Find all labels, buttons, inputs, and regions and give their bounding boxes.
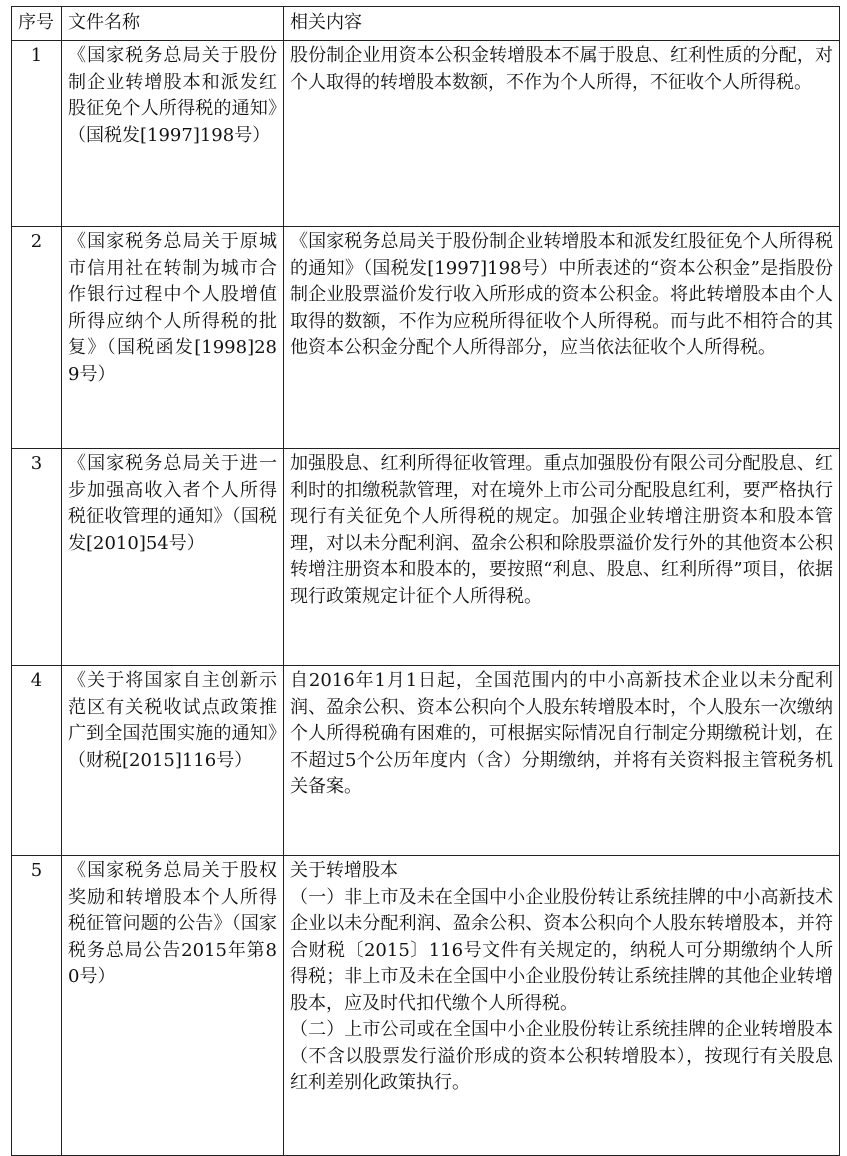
document-name: 《国家税务总局关于进一步加强高收入者个人所得税征收管理的通知》（国税发[2010]54号） — [62, 449, 284, 666]
table-row — [12, 449, 840, 666]
document-name: 《国家税务总局关于股份制企业转增股本和派发红股征免个人所得税的通知》（国税发[1997]198号） — [62, 41, 284, 227]
related-content — [284, 41, 840, 227]
header-name: 文件名称 — [62, 7, 284, 41]
content-paragraph: （一）非上市及未在全国中小企业股份转让系统挂牌的中小高新技术企业以未分配利润、盈余公积、资本公积向个人股东转增股本，并符合财税〔2015〕116号文件有关规定的，纳税人可分期缴纳个人所得税；非上市及未在全国中小企业股份转让系统挂牌的其他企业转增股本，应及时代扣代缴个人所得税。 — [290, 886, 833, 1014]
row-number: 3 — [12, 449, 62, 666]
document-name: 《国家税务总局关于原城市信用社在转制为城市合作银行过程中个人股增值所得应纳个人所得税的批复》（国税函发[1998]289号） — [62, 227, 284, 449]
document-name: 《国家税务总局关于股权奖励和转增股本个人所得税征管问题的公告》（国家税务总局公告2015年第80号） — [62, 856, 284, 1156]
row-number: 2 — [12, 227, 62, 449]
row-number: 5 — [12, 856, 62, 1156]
related-content — [284, 227, 840, 449]
table-row — [12, 41, 840, 227]
table-row — [12, 227, 840, 449]
content-paragraph: 《国家税务总局关于股份制企业转增股本和派发红股征免个人所得税的通知》（国税发[1997]198号）中所表述的“资本公积金”是指股份制企业股票溢价发行收入所形成的资本公积金。将此转增股本由个人取得的数额，不作为应税所得征收个人所得税。而与此不相符合的其他资本公积金分配个人所得部分，应当依法征收个人所得税。 — [290, 231, 833, 358]
row-number: 1 — [12, 41, 62, 227]
content-paragraph: 加强股息、红利所得征收管理。重点加强股份有限公司分配股息、红利时的扣缴税款管理，对在境外上市公司分配股息红利，要严格执行现行有关征免个人所得税的规定。加强企业转增注册资本和股本管理，对以未分配利润、盈余公积和除股票溢价发行外的其他资本公积转增注册资本和股本的，要按照“利息、股息、红利所得”项目，依据现行政策规定计征个人所得税。 — [290, 453, 833, 607]
row-number: 4 — [12, 666, 62, 856]
related-content — [284, 449, 840, 666]
header-content: 相关内容 — [284, 7, 840, 41]
content-paragraph: （二）上市公司或在全国中小企业股份转让系统挂牌的企业转增股本（不含以股票发行溢价形成的资本公积转增股本），按现行有关股息红利差别化政策执行。 — [290, 1019, 833, 1093]
related-content — [284, 666, 840, 856]
header-no: 序号 — [12, 7, 62, 41]
table-header-row — [12, 7, 840, 41]
table-row — [12, 856, 840, 1156]
content-paragraph: 股份制企业用资本公积金转增股本不属于股息、红利性质的分配，对个人取得的转增股本数额，不作为个人所得，不征收个人所得税。 — [290, 45, 833, 93]
content-heading: 关于转增股本 — [290, 860, 398, 881]
table-row — [12, 666, 840, 856]
content-paragraph: 自2016年1月1日起，全国范围内的中小高新技术企业以未分配利润、盈余公积、资本公积向个人股东转增股本时，个人股东一次缴纳个人所得税确有困难的，可根据实际情况自行制定分期缴税计划，在不超过5个公历年度内（含）分期缴纳，并将有关资料报主管税务机关备案。 — [290, 670, 833, 797]
related-content — [284, 856, 840, 1156]
policy-table — [11, 6, 840, 1156]
document-name: 《关于将国家自主创新示范区有关税收试点政策推广到全国范围实施的通知》（财税[2015]116号） — [62, 666, 284, 856]
